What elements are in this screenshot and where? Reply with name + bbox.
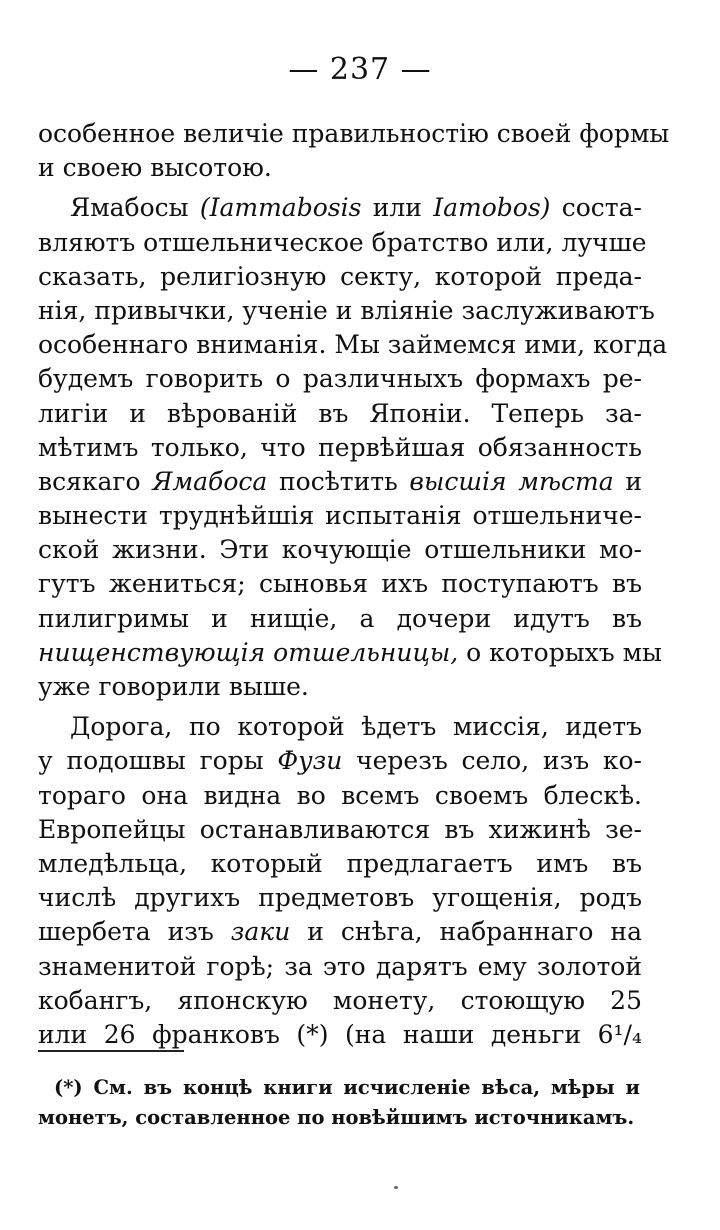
paragraph-3: [38, 710, 642, 1052]
paragraph-2: [38, 191, 668, 704]
text-line: вляютъ отшельническое братство или, лучше: [38, 227, 647, 257]
latin-term: (Iammabosis: [199, 193, 362, 223]
text-line: будемъ говорить о различныхъ формахъ ре-: [38, 364, 642, 394]
text-line: Дорога, по которой ѣдетъ миссія, идетъ: [70, 712, 642, 742]
italic-term: Ямабоса: [152, 466, 268, 496]
text-line: нія, привычки, ученіе и вліяніе заслуживаютъ: [38, 295, 655, 325]
text-line: всякаго Ямабоса посѣтить высшія мѣста и: [38, 466, 643, 496]
text-line: мѣтимъ только, что первѣйшая обязанность: [38, 432, 642, 462]
text-line: гутъ жениться; сыновья ихъ поступаютъ въ: [38, 569, 642, 599]
text-line: пилигримы и нищіе, а дочери идутъ въ: [38, 603, 642, 633]
footnote-line: монетъ, составленное по новѣйшимъ источникамъ.: [38, 1106, 635, 1129]
footnote-rule: [38, 1050, 184, 1052]
text-line: тораго она видна во всемъ своемъ блескѣ.: [38, 780, 642, 810]
text-line: ской жизни. Эти кочующіе отшельники мо-: [38, 535, 642, 565]
print-speck: [394, 1186, 398, 1189]
text-line: или 26 франковъ (*) (на наши деньги 6¹/₄: [38, 1019, 642, 1049]
latin-term: Iamobos): [433, 193, 551, 223]
text-line: вынести труднѣйшія испытанія отшельниче-: [38, 501, 642, 531]
text-line: знаменитой горѣ; за это дарятъ ему золотой: [38, 951, 642, 981]
text-line: мледѣльца, который предлагаетъ имъ въ: [38, 848, 642, 878]
text-line: особеннаго вниманія. Мы займемся ими, когда: [38, 330, 668, 360]
text-line: числѣ другихъ предметовъ угощенія, родъ: [38, 883, 642, 913]
italic-term: высшія мѣста: [409, 466, 614, 496]
text-line: у подошвы горы Фузи черезъ село, изъ ко-: [38, 746, 642, 776]
text-line: нищенствующія отшельницы, о которыхъ мы: [38, 637, 662, 667]
text-line: сказать, религіозную секту, которой преда-: [38, 261, 642, 291]
text-line: кобангъ, японскую монету, стоющую 25: [38, 985, 642, 1015]
text-line: особенное величіе правильностію своей формы: [38, 119, 670, 148]
text-line: уже говорили выше.: [38, 672, 309, 701]
text-line: шербета изъ заки и снѣга, набраннаго на: [38, 917, 642, 947]
page-number: — 237 —: [288, 52, 432, 87]
italic-term: нищенствующія отшельницы,: [38, 637, 459, 667]
italic-term: Фузи: [277, 746, 343, 776]
text-line: лигіи и вѣрованій въ Японіи. Теперь за-: [38, 398, 642, 428]
body-text: [38, 117, 670, 1052]
text-line: и своею высотою.: [38, 153, 272, 183]
paragraph-1: [38, 117, 670, 185]
footnote: [38, 1073, 640, 1133]
text-line: Европейцы останавливаются въ хижинѣ зе-: [38, 814, 642, 844]
text-line: Ямабосы (Iammabosis или Iamobos) соста-: [70, 193, 642, 223]
footnote-line: (*) См. въ концѣ книги исчисленіе вѣса, мѣры и: [54, 1076, 640, 1099]
italic-term: заки: [230, 917, 291, 947]
